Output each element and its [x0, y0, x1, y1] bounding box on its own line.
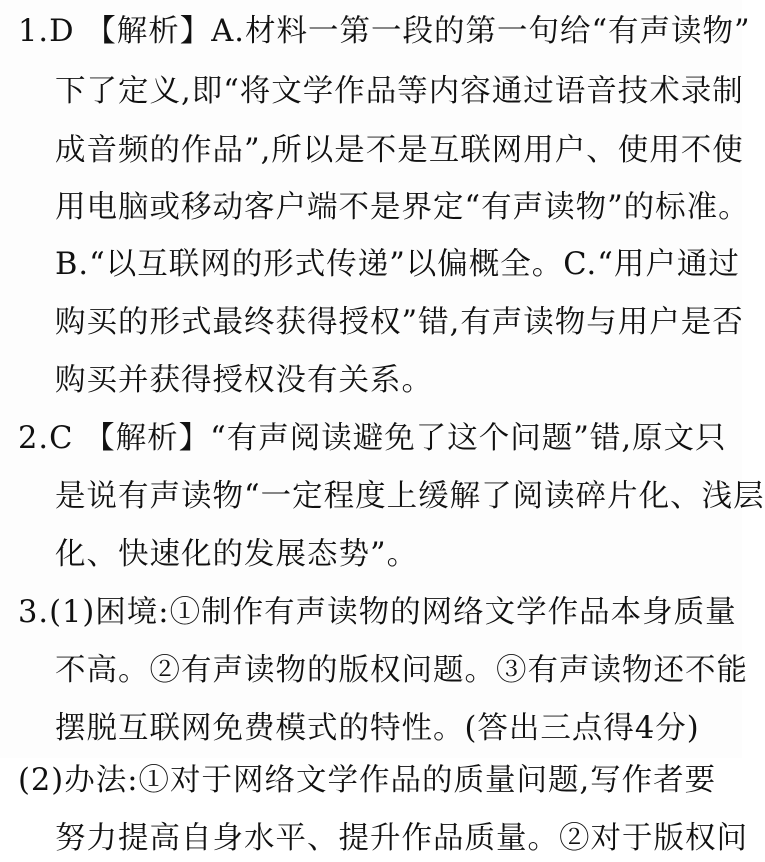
- answer-1-line-1: 1.D 【解析】A.材料一第一段的第一句给“有声读物”: [18, 14, 751, 49]
- answer-1-line-2: 下了定义,即“将文学作品等内容通过语音技术录制: [55, 74, 744, 109]
- answer-1-line-4: 用电脑或移动客户端不是界定“有声读物”的标准。: [55, 190, 750, 225]
- answer-2-line-2: 是说有声读物“一定程度上缓解了阅读碎片化、浅层: [55, 479, 765, 514]
- answer-1-line-3: 成音频的作品”,所以是不是互联网用户、使用不使: [55, 133, 744, 168]
- answer-1-line-7: 购买并获得授权没有关系。: [55, 363, 433, 398]
- answer-3-line-5: 努力提高自身水平、提升作品质量。②对于版权问: [55, 821, 748, 856]
- answer-3-line-4: (2)办法:①对于网络文学作品的质量问题,写作者要: [18, 763, 717, 798]
- answer-3-line-3: 摆脱互联网免费模式的特性。(答出三点得4分): [55, 711, 700, 746]
- answer-3-line-2: 不高。②有声读物的版权问题。③有声读物还不能: [55, 653, 748, 688]
- answer-1-line-5: B.“以互联网的形式传递”以偏概全。C.“用户通过: [55, 247, 740, 282]
- answer-2-line-3: 化、快速化的发展态势”。: [55, 537, 419, 572]
- answer-1-line-6: 购买的形式最终获得授权”错,有声读物与用户是否: [55, 305, 744, 340]
- answer-2-line-1: 2.C 【解析】“有声阅读避免了这个问题”错,原文只: [18, 421, 727, 456]
- answer-3-line-1: 3.(1)困境:①制作有声读物的网络文学作品本身质量: [18, 595, 737, 630]
